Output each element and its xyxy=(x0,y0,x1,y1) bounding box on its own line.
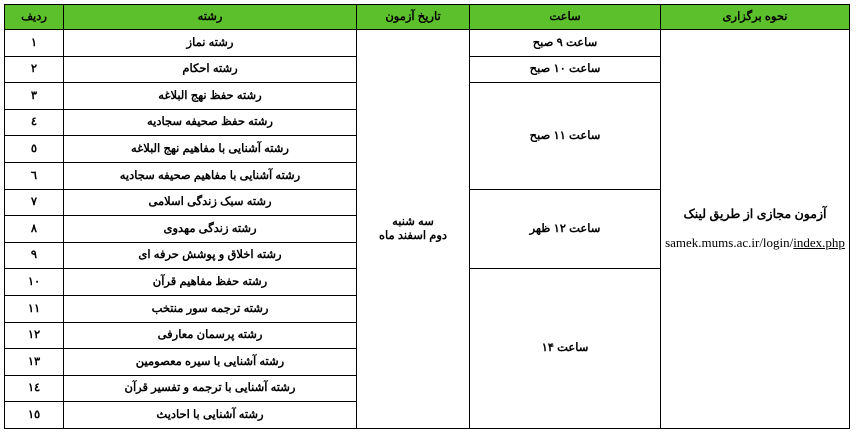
reshte-cell: رشته اخلاق و پوشش حرفه ای xyxy=(64,242,357,269)
radif-cell: ۱۲ xyxy=(5,322,64,349)
radif-cell: ۲ xyxy=(5,56,64,83)
document-sheet xyxy=(0,4,856,440)
radif-cell: ۱٤ xyxy=(5,375,64,402)
column-header-tarikh: تاریخ آزمون xyxy=(357,5,470,30)
reshte-cell: رشته حفظ مفاهیم قرآن xyxy=(64,269,357,296)
table-header xyxy=(5,5,850,30)
radif-cell: ۱۰ xyxy=(5,269,64,296)
radif-cell: ۱۳ xyxy=(5,349,64,376)
saat-cell: ساعت ۱۰ صبح xyxy=(470,56,661,83)
column-header-saat: ساعت xyxy=(470,5,661,30)
reshte-cell: رشته آشنایی با ترجمه و تفسیر قرآن xyxy=(64,375,357,402)
column-header-radif: ردیف xyxy=(5,5,64,30)
reshte-cell: رشته ترجمه سور منتخب xyxy=(64,295,357,322)
reshte-cell: رشته آشنایی با مفاهیم صحیفه سجادیه xyxy=(64,162,357,189)
tarikh-day: سه شنبه xyxy=(392,215,434,228)
nahve-text: آزمون مجازی از طریق لینک xyxy=(683,207,827,222)
radif-cell: ۳ xyxy=(5,83,64,110)
reshte-cell: رشته احکام xyxy=(64,56,357,83)
table-row xyxy=(5,30,850,57)
tarikh-cell xyxy=(357,30,470,429)
radif-cell: ۸ xyxy=(5,216,64,243)
radif-cell: ۱۱ xyxy=(5,295,64,322)
reshte-cell: رشته حفظ صحیفه سجادیه xyxy=(64,109,357,136)
tarikh-date: دوم اسفند ماه xyxy=(378,229,448,242)
radif-cell: ۱ xyxy=(5,30,64,57)
radif-cell: ٤ xyxy=(5,109,64,136)
exam-schedule-table xyxy=(4,4,850,429)
radif-cell: ٦ xyxy=(5,162,64,189)
saat-cell: ساعت ۱۱ صبح xyxy=(470,83,661,189)
radif-cell: ٥ xyxy=(5,136,64,163)
radif-cell: ۷ xyxy=(5,189,64,216)
radif-cell: ۱٥ xyxy=(5,402,64,429)
reshte-cell: رشته نماز xyxy=(64,30,357,57)
link-prefix: samek.mums.ac.ir/login/ xyxy=(665,234,794,250)
reshte-cell: رشته آشنایی با سیره معصومین xyxy=(64,349,357,376)
table-body xyxy=(5,30,850,429)
saat-cell: ساعت ۱۲ ظهر xyxy=(470,189,661,269)
exam-link xyxy=(661,235,849,251)
reshte-cell: رشته سبک زندگی اسلامی xyxy=(64,189,357,216)
reshte-cell: رشته آشنایی با احادیث xyxy=(64,402,357,429)
saat-cell: ساعت ۱۴ xyxy=(470,269,661,429)
column-header-nahve: نحوه برگزاری xyxy=(661,5,850,30)
nahve-cell xyxy=(661,30,850,429)
column-header-reshte: رشته xyxy=(64,5,357,30)
reshte-cell: رشته حفظ نهج البلاغه xyxy=(64,83,357,110)
reshte-cell: رشته زندگی مهدوی xyxy=(64,216,357,243)
reshte-cell: رشته پرسمان معارفی xyxy=(64,322,357,349)
radif-cell: ۹ xyxy=(5,242,64,269)
reshte-cell: رشته آشنایی با مفاهیم نهج البلاغه xyxy=(64,136,357,163)
saat-cell: ساعت ۹ صبح xyxy=(470,30,661,57)
link-file: index.php xyxy=(793,234,845,250)
header-row xyxy=(5,5,850,30)
